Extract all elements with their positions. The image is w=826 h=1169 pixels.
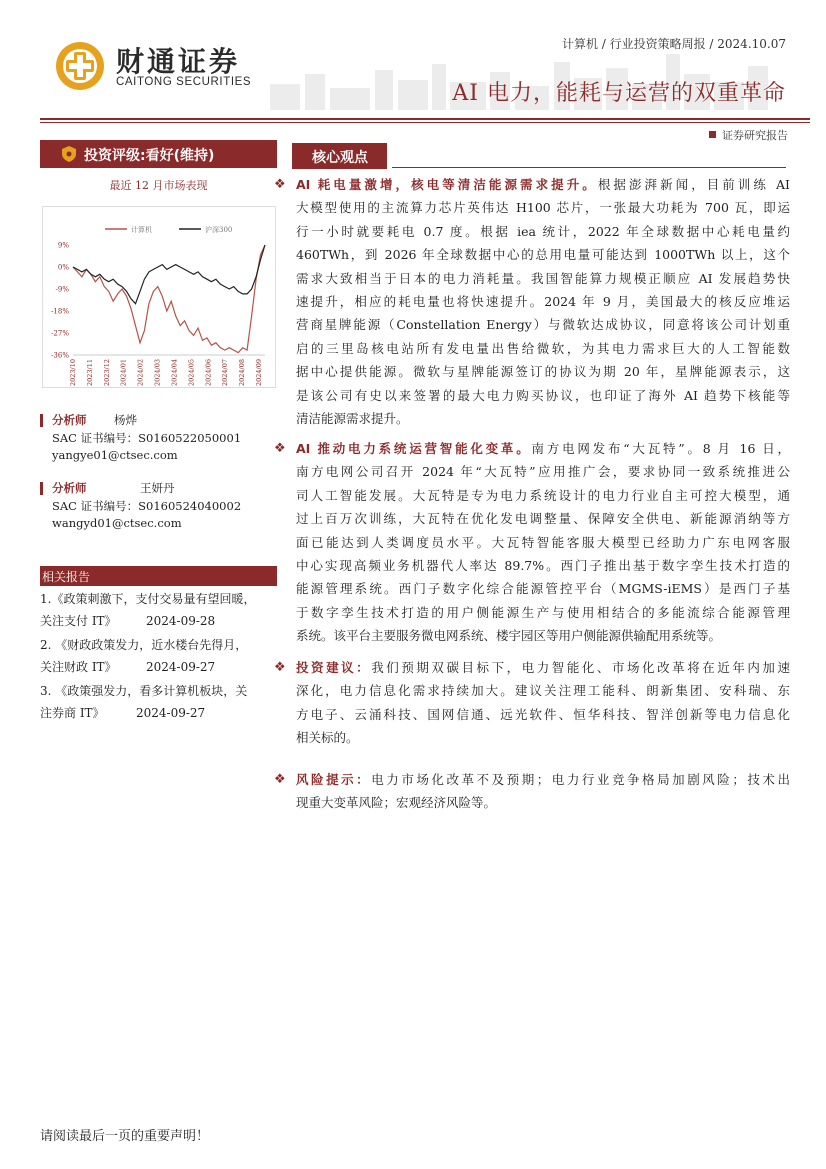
market-performance-chart [42, 206, 276, 388]
x-tick-label: 2024/03 [153, 359, 162, 387]
paragraph-line: 清洁能源需求提升。 [296, 411, 409, 427]
legend-hs300: 沪深300 [205, 226, 233, 234]
report-type-label: 证券研究报告 [722, 129, 788, 142]
y-tick-label: -9% [55, 285, 69, 294]
y-tick-label: -18% [51, 307, 69, 316]
y-tick-label: -27% [51, 329, 69, 338]
analyst-accent-bar [40, 414, 43, 427]
chart-svg [43, 207, 275, 387]
diamond-bullet-icon: ❖ [274, 177, 286, 192]
paragraph-line: 据中心提供能源。微软与星牌能源签订的协议为期 20 年，星牌能源表示，这 [296, 364, 790, 380]
analyst-sac: SAC 证书编号：S0160524040002 [52, 499, 242, 513]
paragraph-line: 面已能达到人类调度员水平。大瓦特智能客服大模型已经助力广东电网客服 [296, 534, 790, 550]
core-paragraph [274, 173, 790, 430]
square-bullet-icon [709, 131, 716, 138]
related-title-line1: 2. 《财政政策发力，近水楼台先得月， [40, 638, 248, 652]
related-date: 2024-09-28 [146, 614, 216, 628]
logo-mark-icon [52, 38, 108, 94]
disclaimer-footer: 请阅读最后一页的重要声明！ [40, 1129, 210, 1144]
y-tick-label: 0% [57, 263, 69, 272]
paragraph-line: 行一小时就要耗电 0.7 度。根据 iea 统计，2022 年全球数据中心耗电量约 [296, 223, 790, 239]
related-title-line2: 注券商 IT》 [40, 706, 105, 720]
y-tick-label: 9% [57, 241, 69, 250]
related-date: 2024-09-27 [136, 706, 206, 720]
analyst-sac: SAC 证书编号：S0160522050001 [52, 431, 242, 445]
analyst-label: 分析师 [52, 481, 87, 495]
core-paragraph [274, 656, 790, 750]
diamond-bullet-icon: ❖ [274, 660, 286, 675]
y-tick-label: -36% [51, 351, 69, 360]
legend-computer: 计算机 [131, 226, 152, 234]
paragraph-line: AI 耗电量激增，核电等清洁能源需求提升。根据澎湃新闻，目前训练 AI [296, 177, 790, 192]
paragraph-highlight: 风险提示： [296, 772, 372, 787]
paragraph-line: 司人工智能发展。大瓦特是专为电力系统设计的电力行业自主可控大模型，通 [296, 487, 790, 503]
analyst-card [40, 480, 277, 532]
paragraph-line: 启的三里岛核电站所有发电量出售给微软，为其电力需求巨大的人工智能数 [296, 340, 790, 356]
diamond-bullet-icon: ❖ [274, 772, 286, 787]
related-title-line1: 3. 《政策强发力，看多计算机板块，关 [40, 684, 248, 698]
x-tick-label: 2024/04 [170, 359, 179, 387]
paragraph-line: 能源管理系统。西门子数字化综合能源管控平台（MGMS-iEMS）是西门子基 [296, 581, 790, 597]
logo-cn-text: 财通证券 [116, 45, 241, 78]
header-rule [40, 118, 810, 120]
analyst-email[interactable]: yangye01@ctsec.com [52, 448, 178, 462]
analyst-label: 分析师 [52, 413, 87, 427]
related-heading-text: 相关报告 [42, 570, 91, 584]
x-tick-label: 2024/05 [187, 359, 196, 387]
shield-icon [62, 146, 76, 162]
related-reports-list [40, 588, 280, 726]
x-tick-label: 2023/10 [69, 359, 77, 387]
analyst-name: 王妍丹 [140, 481, 175, 495]
paragraph-line: 需求大致相当于日本的电力消耗量。我国智能算力规模正顺应 AI 发展趋势快 [296, 270, 790, 286]
core-view-heading [292, 143, 387, 169]
paragraph-line: 速提升，相应的耗电量也将快速提升。2024 年 9 月，美国最大的核反应堆运 [296, 294, 790, 310]
related-report-item[interactable] [40, 588, 280, 634]
core-rule [392, 167, 786, 168]
x-tick-label: 2023/11 [85, 359, 94, 387]
analyst-email[interactable]: wangyd01@ctsec.com [52, 516, 182, 530]
x-tick-label: 2024/06 [204, 359, 213, 387]
paragraph-line: AI 推动电力系统运营智能化变革。南方电网发布“大瓦特”。8 月 16 日， [296, 441, 790, 456]
paragraph-line: 现重大变革风险；宏观经济风险等。 [296, 795, 497, 811]
analyst-name: 杨烨 [114, 413, 137, 427]
core-paragraph [274, 437, 790, 648]
paragraph-line: 系统。该平台主要服务微电网系统、楼宇园区等用户侧能源供输配用系统等。 [296, 628, 722, 644]
related-title-line2: 关注财政 IT》 [40, 660, 117, 674]
logo-en-text: CAITONG SECURITIES [116, 76, 252, 88]
related-title-line1: 1.《政策刺激下，支付交易量有望回暖， [40, 592, 256, 606]
core-heading-text: 核心观点 [312, 150, 368, 166]
paragraph-line: 中心实现高频业务机器代人率达 89.7%。西门子推出基于数字孪生技术打造的 [296, 558, 790, 574]
related-report-item[interactable] [40, 634, 280, 680]
paragraph-highlight: AI 推动电力系统运营智能化变革。 [296, 441, 532, 456]
paragraph-highlight: 投资建议： [296, 660, 372, 675]
related-reports-heading [40, 566, 277, 586]
rating-label: 投资评级:看好(维持) [84, 148, 215, 164]
chart-title: 最近 12 月市场表现 [109, 179, 208, 192]
paragraph-line: 过上百万次训练，大瓦特在优化发电调整量、保障安全供电、新能源消纳等方 [296, 511, 790, 527]
rating-banner [40, 140, 277, 168]
x-tick-label: 2024/08 [238, 359, 247, 387]
x-tick-label: 2024/09 [255, 359, 263, 387]
paragraph-line: 营商星牌能源（Constellation Energy）与微软达成协议，同意将该公司计划重 [296, 317, 790, 333]
paragraph-line: 投资建议：我们预期双碳目标下，电力智能化、市场化改革将在近年内加速 [296, 660, 790, 675]
header-rule-thin [40, 122, 810, 123]
analyst-card [40, 412, 277, 464]
x-tick-label: 2024/07 [221, 359, 230, 387]
report-meta: 计算机 / 行业投资策略周报 / 2024.10.07 [561, 37, 786, 51]
analyst-accent-bar [40, 482, 43, 495]
x-tick-label: 2024/02 [136, 359, 145, 387]
related-report-item[interactable] [40, 680, 280, 726]
paragraph-line: 深化，电力信息化需求持续加大。建议关注理工能科、朗新集团、安科瑞、东 [296, 683, 790, 699]
paragraph-line: 大模型使用的主流算力芯片英伟达 H100 芯片，一张最大功耗为 700 瓦，即运 [296, 200, 790, 216]
series-line-computer [73, 245, 265, 353]
report-type [709, 127, 788, 143]
diamond-bullet-icon: ❖ [274, 441, 286, 456]
paragraph-line: 风险提示：电力市场化改革不及预期；电力行业竞争格局加剧风险；技术出 [296, 772, 790, 787]
company-logo [52, 38, 252, 94]
x-tick-label: 2024/01 [119, 359, 128, 387]
x-tick-label: 2023/12 [102, 359, 111, 387]
page-title: AI 电力，能耗与运营的双重革命 [452, 81, 786, 106]
related-title-line2: 关注支付 IT》 [40, 614, 117, 628]
paragraph-line: 460TWh，到 2026 年全球数据中心的总用电量可能达到 1000TWh 以上，这个 [296, 247, 790, 263]
paragraph-line: 是该公司有史以来签署的最大电力购买协议，也印证了海外 AI 趋势下核能等 [296, 387, 790, 403]
paragraph-line: 于数字孪生技术打造的用户侧能源生产与使用相结合的多能流综合能源管理 [296, 604, 790, 620]
paragraph-highlight: AI 耗电量激增，核电等清洁能源需求提升。 [296, 177, 598, 192]
series-line-hs300 [73, 245, 265, 304]
paragraph-line: 方电子、云涌科技、国网信通、远光软件、恒华科技、智洋创新等电力信息化 [296, 706, 790, 722]
paragraph-line: 相关标的。 [296, 730, 359, 746]
paragraph-line: 南方电网公司召开 2024 年“大瓦特”应用推广会，要求协同一致系统推进公 [296, 464, 790, 480]
related-date: 2024-09-27 [146, 660, 216, 674]
core-paragraph [274, 768, 790, 815]
